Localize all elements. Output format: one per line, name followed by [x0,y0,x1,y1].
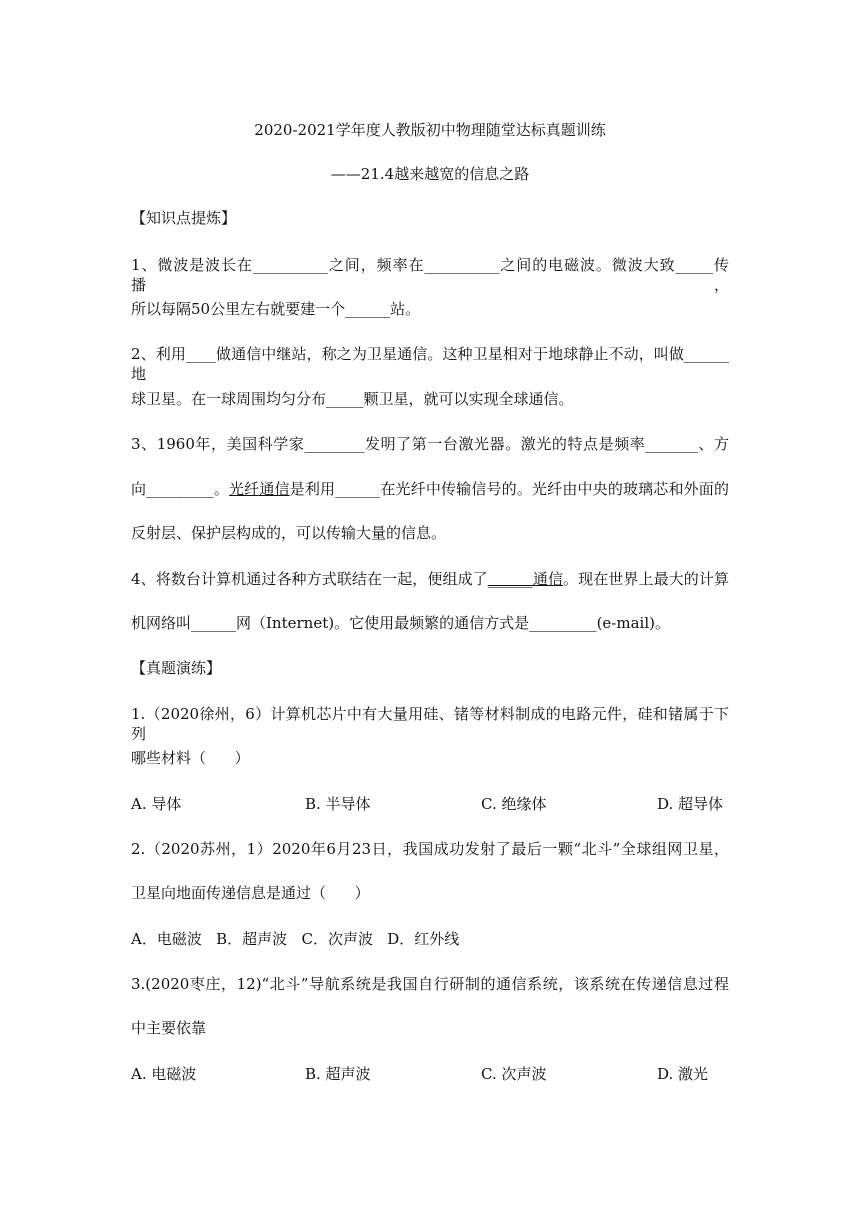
knowledge-q3-line1: 3、1960年，美国科学家________发明了第一台激光器。激光的特点是频率_______、方 [131,435,729,453]
practice-q1-option-c: C. 绝缘体 [481,795,547,813]
q3-fiber-term: 光纤通信 [229,480,290,498]
practice-q1-option-d: D. 超导体 [657,795,724,813]
practice-q3-option-d: D. 激光 [657,1065,709,1083]
q1-blank-1: __________ [252,256,328,274]
q1-blank-2: __________ [424,256,500,274]
q4-network-term: ______通信 [487,570,564,588]
knowledge-q1-line1 [131,255,729,295]
q4-text-a: 4、将数台计算机通过各种方式联结在一起，便组成了 [131,570,488,588]
document-subtitle: ——21.4越来越宽的信息之路 [330,165,530,183]
practice-q1-line1: 1.（2020徐州，6）计算机芯片中有大量用硅、锗等材料制成的电路元件，硅和锗属于下列 [131,705,729,743]
section-heading-knowledge: 【知识点提炼】 [131,209,237,227]
q1-blank-3: _____ [675,256,714,274]
practice-q1-option-a: A. 导体 [131,795,182,813]
q1-text-g: 传播， [131,256,729,294]
practice-q2-line1: 2.（2020苏州，1）2020年6月23日，我国成功发射了最后一颗“北斗”全球组网卫星， [131,840,729,858]
practice-q3-option-b: B. 超声波 [305,1065,371,1083]
section-heading-practice: 【真题演练】 [131,659,222,677]
q1-text-a: 1、微波是波长在 [131,256,253,274]
knowledge-q4-line2: 机网络叫______网（Internet)。它使用最频繁的通信方式是_________(e-mail)。 [131,614,670,632]
knowledge-q2-line2: 球卫星。在一球周围均匀分布_____颗卫星，就可以实现全球通信。 [131,390,574,408]
q3-text-a: 向_________。 [131,480,229,498]
practice-q3-line2: 中主要依靠 [131,1019,207,1037]
knowledge-q2-line1: 2、利用____做通信中继站，称之为卫星通信。这种卫星相对于地球静止不动，叫做______地 [131,345,729,383]
practice-q1-option-b: B. 半导体 [305,795,371,813]
knowledge-q1-line2: 所以每隔50公里左右就要建一个______站。 [131,300,421,318]
q1-text-e: 之间的电磁波。微波大致 [499,256,676,274]
practice-q1-line2: 哪些材料（ ） [131,749,250,767]
practice-q2-options: A．电磁波 B．超声波 C．次声波 D．红外线 [131,930,460,948]
document-title: 2020-2021学年度人教版初中物理随堂达标真题训练 [254,121,606,139]
practice-q3-line1: 3.(2020枣庄，12)“北斗”导航系统是我国自行研制的通信系统，该系统在传递信息过程 [131,975,729,993]
practice-q3-option-a: A. 电磁波 [131,1065,197,1083]
q3-text-c: 是利用______在光纤中传输信号的。光纤由中央的玻璃芯和外面的 [289,480,729,498]
knowledge-q3-line2 [131,479,729,499]
practice-q2-line2: 卫星向地面传递信息是通过（ ） [131,884,370,902]
knowledge-q4-line1 [131,569,729,589]
knowledge-q3-line3: 反射层、保护层构成的，可以传输大量的信息。 [131,524,447,542]
q4-text-c: 。现在世界上最大的计算 [563,570,729,588]
practice-q3-option-c: C. 次声波 [481,1065,547,1083]
q1-text-c: 之间，频率在 [327,256,425,274]
